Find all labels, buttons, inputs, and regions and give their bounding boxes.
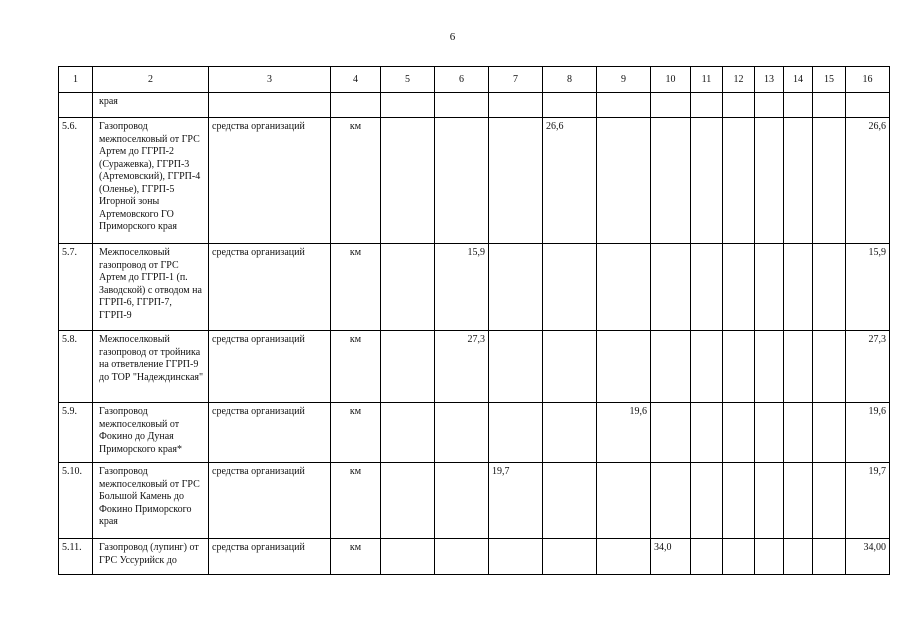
header-row	[59, 67, 890, 93]
column-header: 10	[651, 67, 691, 93]
row-number: 5.7.	[59, 244, 93, 331]
cell-value	[489, 403, 543, 463]
column-header: 2	[93, 67, 209, 93]
table-row	[59, 331, 890, 403]
funding-source: средства организаций	[209, 539, 331, 575]
column-header: 12	[723, 67, 755, 93]
cell-value	[381, 463, 435, 539]
page-number: 6	[449, 31, 456, 43]
cell-value	[813, 539, 846, 575]
cell-value	[597, 463, 651, 539]
table-row	[59, 244, 890, 331]
object-name: Межпоселковый газопровод от ГРС Артем до ГГРП-1 (п. Заводской) с отводом на ГГРП-6, ГГРП-7, ГГРП-9	[93, 244, 209, 331]
column-header: 5	[381, 67, 435, 93]
funding-source: средства организаций	[209, 463, 331, 539]
cell-value	[489, 539, 543, 575]
cell-value: 19,7	[489, 463, 543, 539]
object-name: Газопровод межпоселковый от ГРС Большой Камень до Фокино Приморского края	[93, 463, 209, 539]
cell-value	[543, 331, 597, 403]
cell-value	[543, 539, 597, 575]
cell-value	[489, 331, 543, 403]
cell-value	[597, 118, 651, 244]
cell-value	[813, 118, 846, 244]
object-name: Газопровод (лупинг) от ГРС Уссурийск до	[93, 539, 209, 575]
unit: км	[331, 331, 381, 403]
cell-value	[543, 403, 597, 463]
cell-value	[489, 244, 543, 331]
column-header: 1	[59, 67, 93, 93]
column-header: 14	[784, 67, 813, 93]
cell-value: 15,9	[435, 244, 489, 331]
cell-value	[489, 118, 543, 244]
cell-value	[651, 403, 691, 463]
funding-source: средства организаций	[209, 118, 331, 244]
row-total: 19,7	[846, 463, 890, 539]
column-header: 15	[813, 67, 846, 93]
cell-value	[651, 244, 691, 331]
row-total: 27,3	[846, 331, 890, 403]
cell-value	[723, 539, 755, 575]
cell-value	[435, 403, 489, 463]
row-number: 5.10.	[59, 463, 93, 539]
table-row	[59, 118, 890, 244]
cell-value	[381, 539, 435, 575]
funding-source: средства организаций	[209, 244, 331, 331]
funding-source: средства организаций	[209, 331, 331, 403]
cell-value	[597, 244, 651, 331]
cell-value	[651, 118, 691, 244]
row-total: 34,00	[846, 539, 890, 575]
row-number: 5.8.	[59, 331, 93, 403]
cell-value	[435, 463, 489, 539]
cell-value	[691, 539, 723, 575]
cell-value	[435, 539, 489, 575]
continuation-row	[59, 93, 890, 118]
table-row	[59, 463, 890, 539]
cell-value	[784, 118, 813, 244]
row-total: 15,9	[846, 244, 890, 331]
cell-value	[813, 331, 846, 403]
cell-value	[691, 463, 723, 539]
cell-value	[723, 244, 755, 331]
cell-value: 27,3	[435, 331, 489, 403]
row-number: 5.11.	[59, 539, 93, 575]
cell-value	[784, 244, 813, 331]
row-total: 19,6	[846, 403, 890, 463]
object-name: Газопровод межпоселковый от ГРС Артем до ГГРП-2 (Суражевка), ГГРП-3 (Артемовский), ГГРП-4 (Оленье), ГГРП-5 Игорной зоны Артемовского ГО Приморского края	[93, 118, 209, 244]
cell-value	[755, 539, 784, 575]
object-name: Газопровод межпоселковый от Фокино до Дуная Приморского края*	[93, 403, 209, 463]
table-row	[59, 539, 890, 575]
data-table	[58, 66, 890, 575]
cell-value	[784, 539, 813, 575]
unit: км	[331, 539, 381, 575]
unit: км	[331, 463, 381, 539]
unit: км	[331, 244, 381, 331]
cell-value	[691, 118, 723, 244]
column-header: 6	[435, 67, 489, 93]
cell-value	[813, 403, 846, 463]
cell-value	[755, 403, 784, 463]
row-number: 5.6.	[59, 118, 93, 244]
column-header: 9	[597, 67, 651, 93]
unit: км	[331, 118, 381, 244]
cell-value	[784, 403, 813, 463]
cell-value	[691, 403, 723, 463]
cell-value	[597, 539, 651, 575]
funding-source: средства организаций	[209, 403, 331, 463]
cell-value	[723, 463, 755, 539]
cell-value	[381, 118, 435, 244]
cell-value: 34,0	[651, 539, 691, 575]
cell-value	[381, 244, 435, 331]
cell-value	[723, 331, 755, 403]
continuation-text: края	[93, 93, 209, 118]
cell-value	[651, 331, 691, 403]
column-header: 16	[846, 67, 890, 93]
cell-value	[435, 118, 489, 244]
object-name: Межпоселковый газопровод от тройника на ответвление ГГРП-9 до ТОР "Надеждинская"	[93, 331, 209, 403]
cell-value	[691, 331, 723, 403]
column-header: 8	[543, 67, 597, 93]
row-number: 5.9.	[59, 403, 93, 463]
cell-value	[813, 463, 846, 539]
cell-value	[691, 244, 723, 331]
cell-value	[543, 463, 597, 539]
cell-value	[784, 331, 813, 403]
column-header: 11	[691, 67, 723, 93]
cell-value	[597, 331, 651, 403]
cell-value	[651, 463, 691, 539]
table-row	[59, 403, 890, 463]
cell-value	[784, 463, 813, 539]
unit: км	[331, 403, 381, 463]
column-header: 7	[489, 67, 543, 93]
cell-value	[755, 244, 784, 331]
row-total: 26,6	[846, 118, 890, 244]
column-header: 4	[331, 67, 381, 93]
cell-value	[381, 331, 435, 403]
cell-value	[755, 331, 784, 403]
cell-value	[755, 118, 784, 244]
column-header: 3	[209, 67, 331, 93]
column-header: 13	[755, 67, 784, 93]
cell-value	[381, 403, 435, 463]
cell-value	[813, 244, 846, 331]
cell-value	[755, 463, 784, 539]
cell-value	[723, 118, 755, 244]
cell-value: 19,6	[597, 403, 651, 463]
cell-value	[543, 244, 597, 331]
cell-value	[723, 403, 755, 463]
cell-value: 26,6	[543, 118, 597, 244]
